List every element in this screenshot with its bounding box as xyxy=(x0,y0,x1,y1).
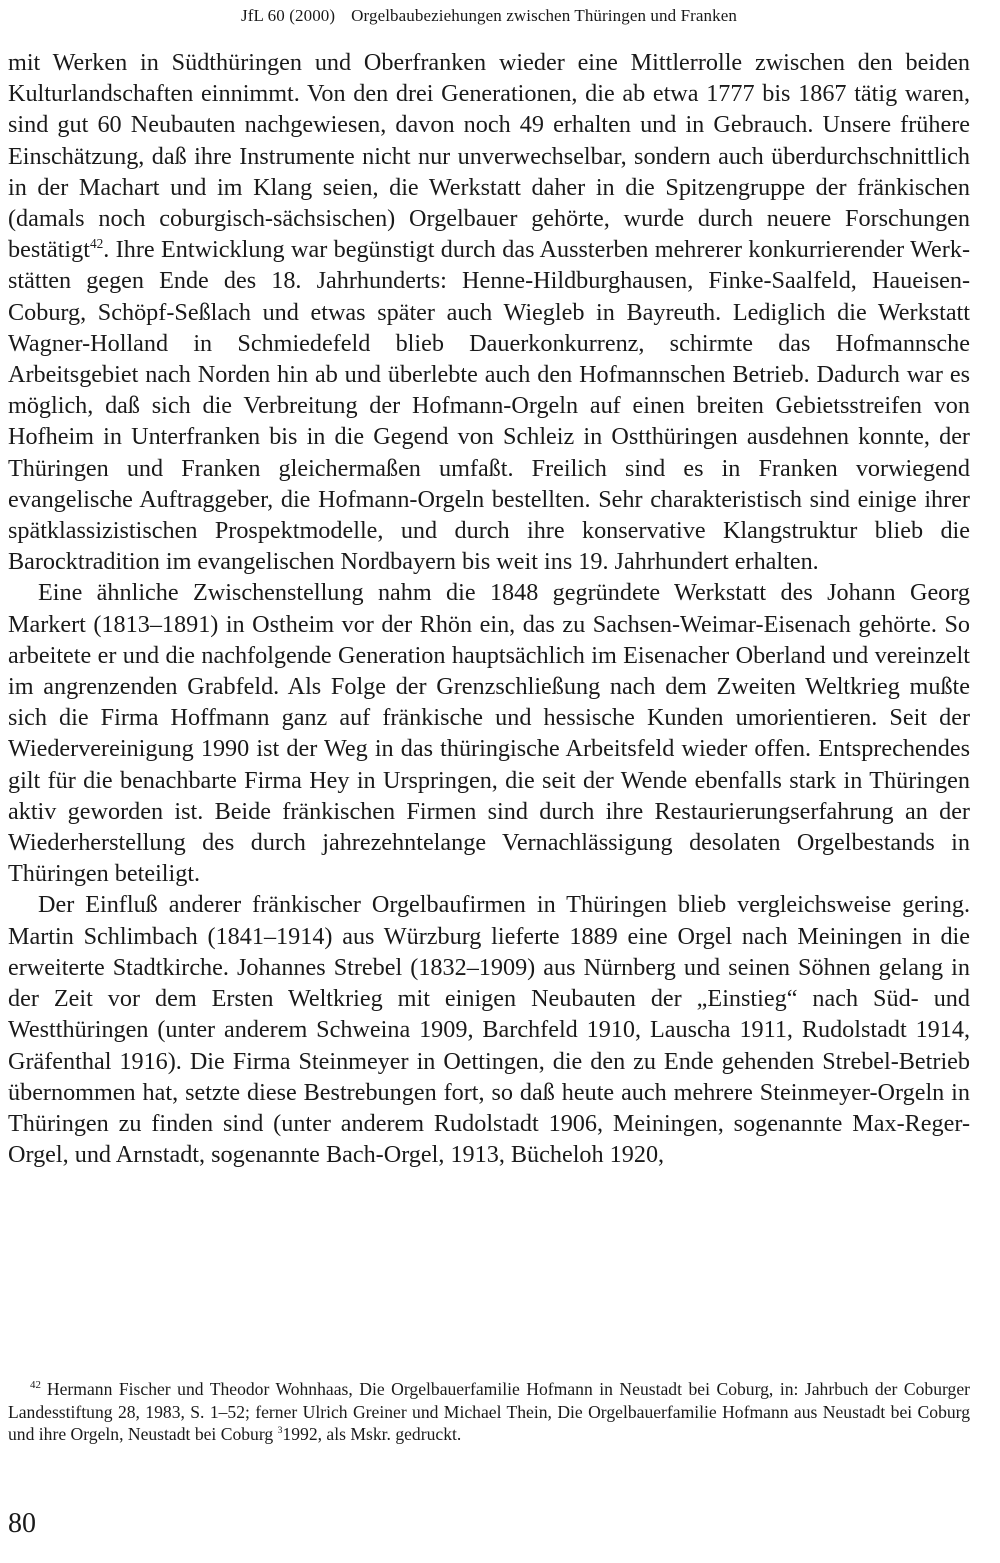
document-page xyxy=(8,0,970,1563)
footnote: 42 Hermann Fischer und Theodor Wohnhaas, Die Orgelbauerfamilie Hofmann in Neustadt bei Coburg, in: Jahrbuch der Coburger Landesstiftung 28, 1983, S. 1–52; ferner Ulrich Greiner und Michael Thein, Die Orgelbauerfamilie Hofmann aus Neustadt bei Coburg und ihre Orgeln, Neustadt bei Coburg $^3$1992, als Mskr. gedruckt. xyxy=(8,1379,970,1444)
paragraph: mit Werken in Südthüringen und Oberfranken wieder eine Mittlerrolle zwischen den beiden Kulturlandschaften einnimmt. Von den drei Generationen, die ab etwa 1777 bis 1867 tätig waren, sind gut 60 Neubauten nachgewiesen, davon noch 49 erhalten und in Gebrauch. Unsere frühere Einschätzung, daß ihre Instrumente nicht nur unverwechselbar, sondern auch überdurchschnittlich in der Machart und im Klang seien, die Werkstatt daher in die Spitzengruppe der fränkischen (damals noch coburgisch-sächsischen) Orgelbauer gehörte, wurde durch neuere Forschungen bestätigt$^{42}$. Ihre Entwicklung war begünstigt durch das Aussterben mehrerer konkurrierender Werkstätten gegen Ende des 18. Jahrhunderts: Henne-Hildburghausen, Finke-Saalfeld, Haueisen-Coburg, Schöpf-Seßlach und etwas später auch Wiegleb in Bayreuth. Lediglich die Werkstatt Wagner-Holland in Schmiedefeld blieb Dauerkonkurrenz, schirmte das Hofmannsche Arbeitsgebiet nach Norden hin ab und überlebte auch den Hofmannschen Betrieb. Dadurch war es möglich, daß sich die Verbreitung der Hofmann-Orgeln auf einen breiten Gebietsstreifen von Hofheim in Unterfranken bis in die Gegend von Schleiz in Ostthüringen ausdehnen konnte, der Thüringen und Franken gleichermaßen umfaßt. Freilich sind es in Franken vorwiegend evangelische Auftraggeber, die Hofmann-Orgeln bestellten. Sehr charakteristisch sind einige ihrer spätklassizistischen Prospektmodelle, und durch ihre konservative Klangstruktur blieb die Barocktradition im evangelischen Nordbayern bis weit ins 19. Jahrhundert erhalten. xyxy=(8,49,970,576)
paragraph: Der Einfluß anderer fränkischer Orgelbaufirmen in Thüringen blieb vergleichsweise gering. Martin Schlimbach (1841–1914) aus Würzburg lieferte 1889 eine Orgel nach Meiningen in die erweiterte Stadtkirche. Johannes Strebel (1832–1909) aus Nürnberg und seinen Söhnen gelang in der Zeit vor dem Ersten Weltkrieg mit einigen Neubauten der „Einstieg“ nach Süd- und Westthüringen (unter anderem Schweina 1909, Barchfeld 1910, Lauscha 1911, Rudolstadt 1914, Gräfenthal 1916). Die Firma Steinmeyer in Oettingen, die den zu Ende gehenden Strebel-Betrieb übernommen hat, setzte diese Bestrebungen fort, so daß heute auch mehrere Steinmeyer-Orgeln in Thüringen zu finden sind (unter anderem Rudolstadt 1906, Meiningen, sogenannte Max-Reger-Orgel, und Arnstadt, sogenannte Bach-Orgel, 1913, Bücheloh 1920, xyxy=(8,891,970,1169)
paragraph: Eine ähnliche Zwischenstellung nahm die 1848 gegründete Werkstatt des Johann Georg Markert (1813–1891) in Ostheim vor der Rhön ein, das zu Sachsen-Weimar-Eisenach gehörte. So arbeitete er und die nachfolgende Generation hauptsächlich im Eisenacher Oberland und vereinzelt im angrenzenden Grabfeld. Als Folge der Grenzschließung nach dem Zweiten Weltkrieg mußte sich die Firma Hoffmann ganz auf fränkische und hessische Kunden umorientieren. Seit der Wiedervereinigung 1990 ist der Weg in das thüringische Arbeitsfeld wieder offen. Entsprechendes gilt für die benachbarte Firma Hey in Urspringen, die seit der Wende ebenfalls stark in Thüringen aktiv geworden ist. Beide fränkischen Firmen sind durch ihre Restaurierungserfahrung an der Wiederherstellung des durch jahrezehntelange Vernachlässigung desolaten Orgelbestands in Thüringen beteiligt. xyxy=(8,579,970,888)
page-number: 80 xyxy=(8,1508,36,1539)
edition-superscript: 3 xyxy=(277,1425,283,1437)
running-header xyxy=(8,6,970,26)
body-text xyxy=(8,47,970,1170)
footnote-reference: 42 xyxy=(89,236,104,252)
article-title: Orgelbaubeziehungen zwischen Thüringen und Franken xyxy=(351,6,737,25)
footnotes xyxy=(8,1378,970,1446)
journal-citation: JfL 60 (2000) xyxy=(241,6,336,25)
